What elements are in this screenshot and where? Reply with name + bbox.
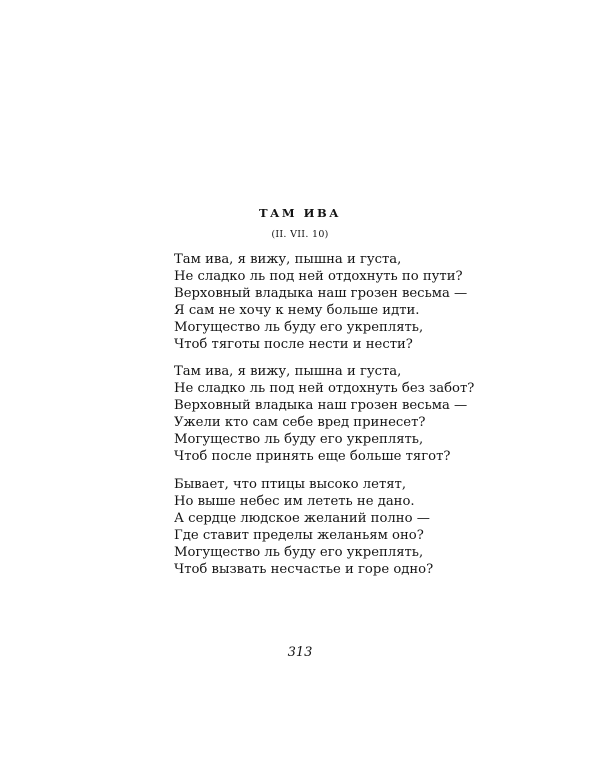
- verse-line: Ужели кто сам себе вред принесет?: [174, 415, 426, 430]
- verse-line: Не сладко ль под ней отдохнуть без забот?: [174, 381, 475, 396]
- verse-line: Могущество ль буду его укреплять,: [174, 432, 424, 447]
- verse-line: Чтоб вызвать несчастье и горе одно?: [174, 562, 434, 577]
- verse-line: Бывает, что птицы высоко летят,: [174, 477, 407, 492]
- verse-line: Чтоб тяготы после нести и нести?: [174, 337, 413, 352]
- verse-line: А сердце людское желаний полно —: [174, 511, 430, 526]
- stanza-3: [174, 476, 474, 578]
- page-number: 313: [287, 645, 313, 660]
- verse-line: Но выше небес им лететь не дано.: [174, 494, 415, 509]
- verse-line: Там ива, я вижу, пышна и густа,: [174, 364, 402, 379]
- verse-line: Где ставит пределы желаньям оно?: [174, 528, 424, 543]
- verse-line: Не сладко ль под ней отдохнуть по пути?: [174, 269, 463, 284]
- verse-line: Я сам не хочу к нему больше идти.: [174, 303, 420, 318]
- stanza-1: [174, 251, 474, 353]
- verse-line: Там ива, я вижу, пышна и густа,: [174, 252, 402, 267]
- verse-line: Могущество ль буду его укреплять,: [174, 320, 424, 335]
- poem-date: (II. VII. 10): [271, 229, 329, 240]
- verse-line: Верховный владыка наш грозен весьма —: [174, 398, 468, 413]
- verse-line: Чтоб после принять еще больше тягот?: [174, 449, 451, 464]
- poem-title: ТАМ ИВА: [258, 206, 342, 220]
- verse-line: Могущество ль буду его укреплять,: [174, 545, 424, 560]
- stanza-2: [174, 363, 474, 465]
- verse-line: Верховный владыка наш грозен весьма —: [174, 286, 468, 301]
